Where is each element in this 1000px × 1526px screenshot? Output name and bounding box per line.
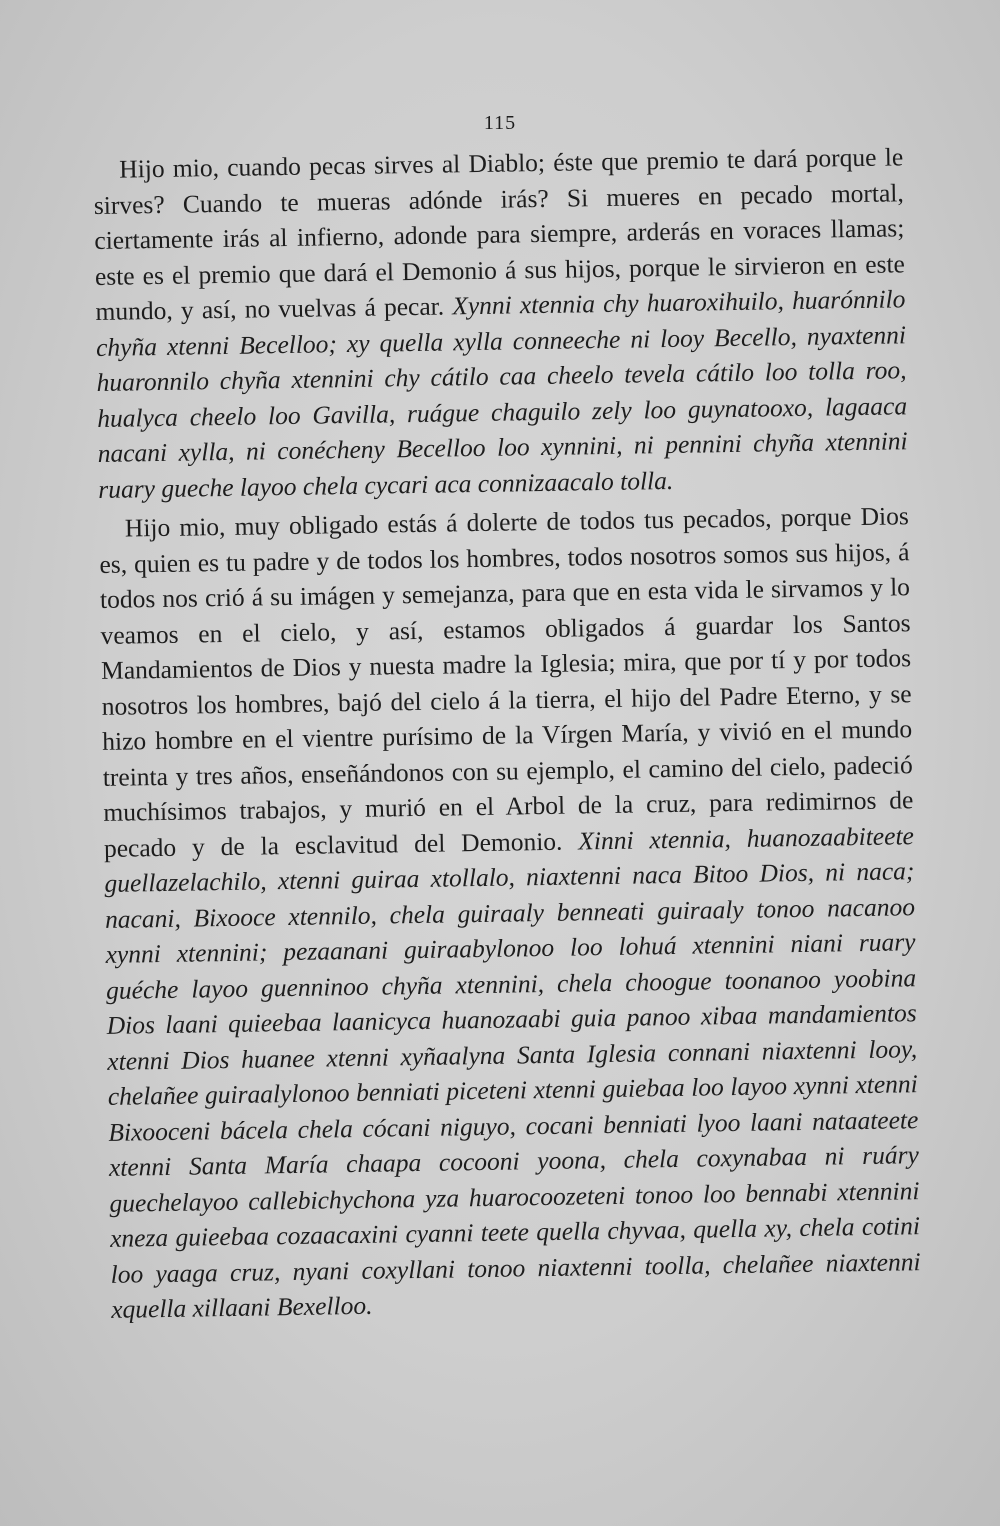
body-text	[93, 139, 921, 1327]
spanish-text: Hijo mio, muy obligado estás á dolerte de todos tus pecados, porque Dios es, quien es tu padre y de todos los hombres, todos nosotros somos sus hijos, á todos nos crió á su imágen y semejanza, para que en esta vida le sirvamos y lo veamos en el cielo, y así, estamos obligados á guardar los Santos Mandamientos de Dios y nuesta madre la Iglesia; mira, que por tí y por todos nosotros los hombres, bajó del cielo á la tierra, el hijo del Padre Eterno, y se hizo hombre en el vientre purísimo de la Vírgen María, y vivió en el mundo treinta y tres años, enseñándonos con su ejemplo, el camino del cielo, padeció muchísimos trabajos, y murió en el Arbol de la cruz, para redimirnos de pecado y de la esclavitud del Demonio.	[99, 501, 914, 863]
zapotec-text: Xynni xtennia chy huaroxihuilo, huarónnilo chyña xtenni Becelloo; xy quella xylla conneeche ni looy Becello, nyaxtenni huaronnilo chyña xtennini chy cátilo caa cheelo tevela cátilo loo tolla roo, hualyca cheelo loo Gavilla, ruágue chaguilo zely loo guynatooxo, lagaaca nacani xylla, ni conécheny Becelloo loo xynnini, ni pennini chyña xtennini ruary gueche layoo chela cycari aca connizaacalo tolla.	[95, 284, 908, 504]
zapotec-text: Xinni xtennia, huanozaabiteete guellazelachilo, xtenni guiraa xtollalo, niaxtenni naca Bitoo Dios, ni naca; nacani, Bixooce xtennilo, chela guiraaly benneati guiraaly tonoo nacanoo xynni xtennini; pezaanani guiraabylonoo loo lohuá xtennini niani ruary guéche layoo guenninoo chyña xtennini, chela choogue toonanoo yoobina Dios laani quieebaa laanicyca huanozaabi guia panoo xibaa mandamientos xtenni Dios huanee xtenni xyñaalyna Santa Iglesia connani niaxtenni looy, chelañee guiraalylonoo benniati piceteni xtenni guiebaa loo layoo xynni xtenni Bixooceni bácela chela cócani niguyo, cocani benniati lyoo laani nataateete xtenni Santa María chaapa cocooni yoona, chela coxynabaa ni ruáry guechelayoo callebichychona yza huarocoozeteni tonoo loo bennabi xtennini xneza guieebaa cozaacaxini cyanni teete quella chyvaa, quella xy, chela cotini loo yaaga cruz, nyani coxyllani tonoo niaxtenni toolla, chelañee niaxtenni xquella xillaani Bexelloo.	[104, 820, 921, 1324]
paragraph-2	[99, 498, 922, 1327]
page-number: 115	[483, 112, 517, 134]
paragraph-1	[93, 139, 908, 507]
spanish-text: Hijo mio, cuando pecas sirves al Diablo; éste que premio te dará porque le sirves? Cuando te mueras adónde irás? Si mueres en pecado mortal, ciertamente irás al infierno, adonde para siempre, arderás en voraces llamas; este es el premio que dará el Demonio á sus hijos, porque le sirvieron en este mundo, y así, no vuelvas á pecar.	[93, 142, 906, 326]
